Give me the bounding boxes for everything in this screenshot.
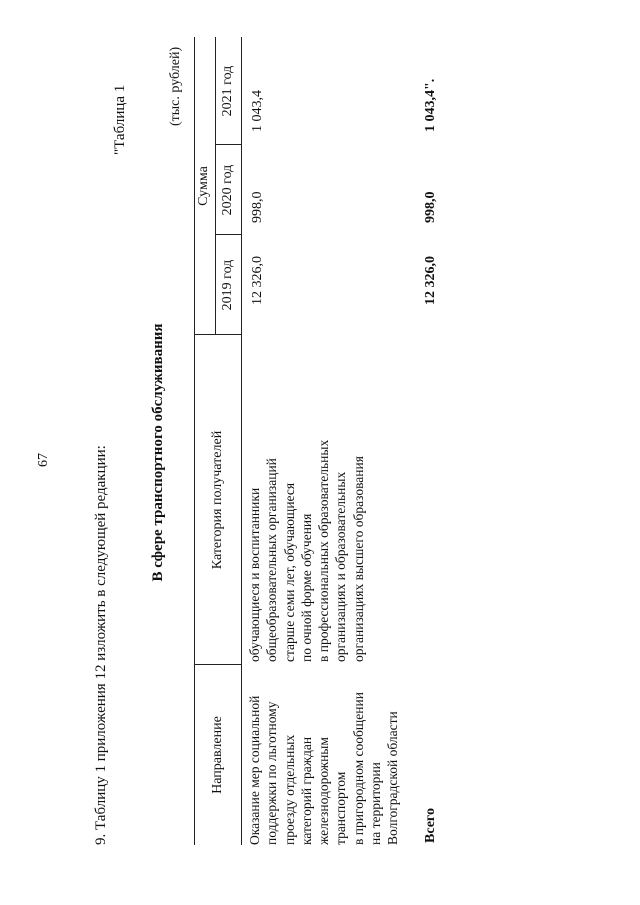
- total-2020: 998,0: [423, 191, 438, 223]
- header-sum: Сумма: [196, 166, 211, 206]
- direction-line: проезду отдельных: [281, 734, 297, 845]
- direction-line: поддержки по льготному: [264, 701, 280, 845]
- value-2019: 12 326,0: [250, 256, 265, 305]
- direction-line: железнодорожным: [316, 737, 332, 845]
- header-category: Категория получателей: [210, 430, 225, 570]
- total-2019: 12 326,0: [423, 256, 438, 305]
- category-line: в профессиональных образовательных: [316, 439, 332, 662]
- header-year-2020: 2020 год: [220, 164, 235, 216]
- header-year-2021: 2021 год: [220, 65, 235, 117]
- units-note: (тыс. рублей): [168, 46, 183, 126]
- header-bottom-border: [241, 37, 242, 845]
- header-direction: Направление: [210, 716, 225, 794]
- header-year-2019: 2019 год: [220, 259, 235, 311]
- direction-line: на территории: [368, 762, 384, 845]
- table-top-border: [194, 37, 195, 845]
- direction-cell: [246, 692, 402, 845]
- direction-line: транспортом: [333, 771, 349, 845]
- direction-line: Оказание мер социальной: [247, 695, 262, 845]
- category-line: старше семи лет, обучающиеся: [281, 482, 297, 662]
- category-line: по очной форме обучения: [298, 513, 314, 662]
- total-label: Всего: [423, 808, 438, 843]
- category-line: организациях высшего образования: [350, 456, 366, 662]
- category-line: обучающиеся и воспитанники: [247, 487, 262, 662]
- category-line: организациях и образовательных: [333, 471, 349, 662]
- document-title: В сфере транспортного обслуживания: [150, 323, 166, 582]
- category-cell: [246, 440, 367, 662]
- table-label: "Таблица 1: [112, 84, 128, 155]
- page-number: 67: [36, 453, 51, 467]
- intro-text: 9. Таблицу 1 приложения 12 изложить в следующей редакции:: [93, 445, 109, 845]
- category-line: общеобразовательных организаций: [264, 458, 280, 662]
- direction-line: Волгоградской области: [385, 711, 401, 845]
- total-2021: 1 043,4".: [423, 78, 438, 132]
- direction-line: в пригородном сообщении: [350, 692, 366, 845]
- direction-line: категорий граждан: [298, 736, 314, 845]
- sum-header-divider: [215, 37, 216, 335]
- value-2020: 998,0: [250, 191, 265, 223]
- value-2021: 1 043,4: [250, 90, 265, 132]
